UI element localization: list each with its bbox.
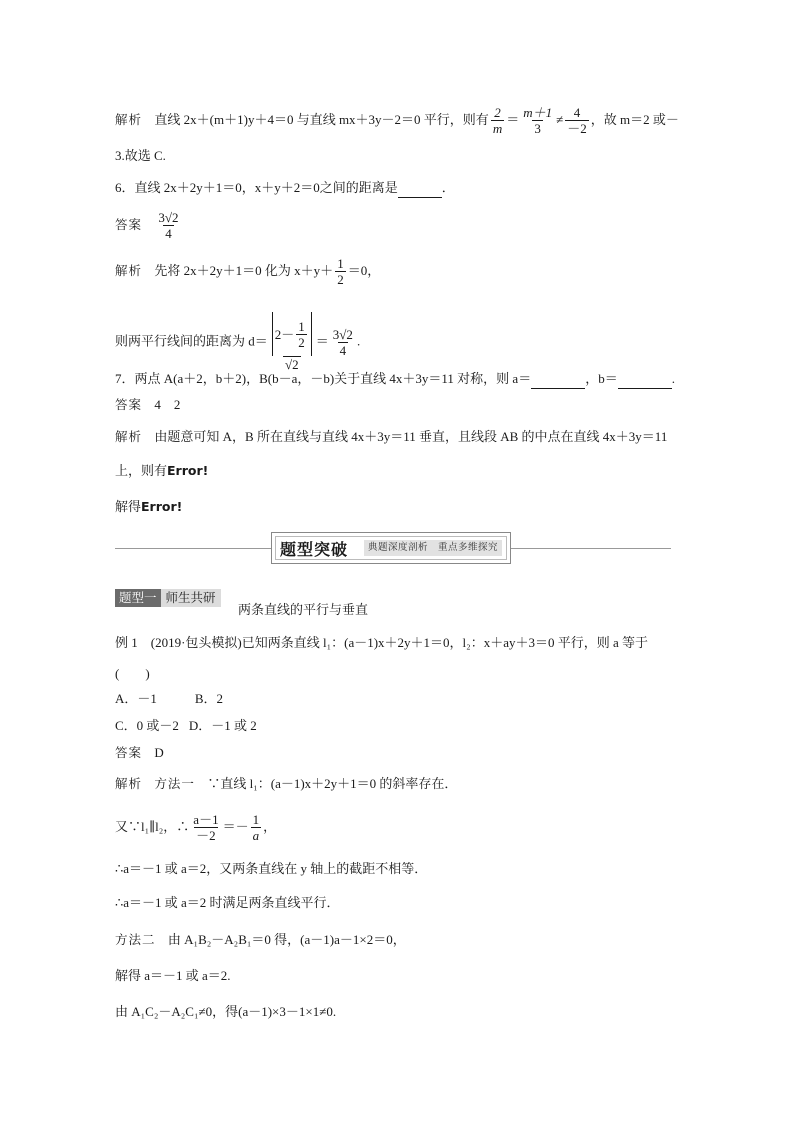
analysis-label: 解析 bbox=[115, 776, 143, 791]
option-d: D．－1 或 2 bbox=[188, 718, 257, 733]
distance-inner: 2－ bbox=[274, 326, 295, 342]
analysis-text: ＝0， bbox=[347, 263, 381, 278]
divider-right bbox=[511, 548, 671, 549]
analysis-text: 解得 bbox=[115, 499, 142, 514]
answer-line bbox=[115, 206, 183, 244]
method-one-line bbox=[115, 808, 276, 846]
analysis-text: 由题意可知 A，B 所在直线与直线 4x＋3y＝11 垂直，且线段 AB 的中点在直线 4x＋3y＝11 bbox=[154, 429, 668, 444]
question-end: . bbox=[671, 371, 675, 386]
option-c: C．0 或－2 bbox=[115, 718, 179, 733]
answer-blank-a bbox=[531, 374, 585, 389]
example-stem: 例 1 (2019·包头模拟)已知两条直线 l₁：(a－1)x＋2y＋1＝0，l₂：x＋ay＋3＝0 平行，则 a 等于 bbox=[115, 635, 648, 650]
method-two-line: 由 A₁C₂－A₂C₁≠0，得(a－1)×3－1×1≠0. bbox=[115, 1004, 337, 1019]
analysis-text: 直线 2x＋(m＋1)y＋4＝0 与直线 mx＋3y－2＝0 平行，则有 bbox=[154, 112, 489, 127]
option-a: A．－1 bbox=[115, 691, 157, 706]
answer-label: 答案 bbox=[115, 397, 143, 412]
method-one-line: ∴a＝－1 或 a＝2，又两条直线在 y 轴上的截距不相等． bbox=[115, 861, 428, 876]
analysis-text: 上，则有 bbox=[115, 463, 168, 478]
fraction: $\frac{1}{2}$ bbox=[337, 256, 344, 287]
method-two-line bbox=[115, 930, 406, 951]
fraction: $\frac{4}{-2}$ bbox=[567, 105, 587, 136]
fraction: $\frac{m+1}{3}$ bbox=[523, 105, 553, 136]
fraction: $\frac{a-1}{-2}$ bbox=[193, 812, 219, 843]
question-text: ，b＝ bbox=[585, 371, 618, 386]
question-text: 7．两点 A(a＋2，b＋2)，B(b－a，－b)关于直线 4x＋3y＝11 对称，则 a＝ bbox=[115, 371, 532, 386]
answer-label: 答案 bbox=[115, 745, 143, 760]
distance-line: 则两平行线间的距离为 d＝ 2－ $\frac{1}{2}$ √2 ＝ $\frac{3√2}{4}$ . bbox=[115, 312, 360, 362]
method-two-label: 方法二 bbox=[115, 932, 156, 947]
topic-tag-mode: 师生共研 bbox=[161, 589, 221, 607]
period: . bbox=[356, 333, 361, 349]
options-row-2 bbox=[115, 716, 257, 736]
equals-sign: ＝ bbox=[506, 112, 520, 127]
answer-blank-b bbox=[618, 374, 672, 389]
answer-fraction: $\frac{3√2}{4}$ bbox=[158, 210, 179, 241]
analysis-line bbox=[115, 461, 208, 481]
analysis-line-2: 3.故选 C. bbox=[115, 148, 166, 163]
divider-left bbox=[115, 548, 271, 549]
question-7 bbox=[115, 369, 675, 389]
fraction: $\frac{2}{m}$ bbox=[492, 105, 503, 136]
question-end: ． bbox=[441, 180, 455, 195]
not-equal-sign: ≠ bbox=[556, 112, 564, 127]
question-6 bbox=[115, 178, 455, 198]
analysis-label: 解析 bbox=[115, 112, 143, 127]
analysis-text: 由 A₁B₂－A₂B₁＝0 得，(a－1)a－1×2＝0， bbox=[167, 932, 406, 947]
banner-subtitle: 典题深度剖析 重点多维探究 bbox=[364, 540, 502, 556]
option-b: B．2 bbox=[194, 691, 224, 706]
analysis-text: 先将 2x＋2y＋1＝0 化为 x＋y＋ bbox=[154, 263, 334, 278]
section-banner bbox=[271, 532, 511, 564]
distance-fraction: 2－ $\frac{1}{2}$ √2 bbox=[270, 312, 314, 372]
answer-value: 4 2 bbox=[154, 397, 181, 412]
example-paren: ( ) bbox=[115, 666, 150, 681]
analysis-text: ＝－ bbox=[222, 819, 249, 834]
analysis-text: 又∵l₁∥l₂，∴ bbox=[115, 819, 190, 834]
topic-tag bbox=[115, 589, 221, 607]
method-two-line: 解得 a＝－1 或 a＝2. bbox=[115, 968, 231, 983]
analysis-text: ，故 m＝2 或－ bbox=[590, 112, 679, 127]
answer-value: D bbox=[154, 745, 164, 760]
topic-heading: 两条直线的平行与垂直 bbox=[238, 603, 369, 618]
analysis-line-1 bbox=[115, 102, 679, 138]
answer-blank bbox=[398, 183, 442, 198]
half-fraction: $\frac{1}{2}$ bbox=[298, 318, 305, 350]
method-one-line: ∴a＝－1 或 a＝2 时满足两条直线平行． bbox=[115, 895, 340, 910]
fraction: $\frac{1}{a}$ bbox=[252, 812, 260, 843]
error-text: Error! bbox=[141, 499, 183, 514]
result-fraction: $\frac{3√2}{4}$ bbox=[332, 326, 353, 358]
method-one-label: 方法一 bbox=[154, 776, 195, 791]
question-text: 6．直线 2x＋2y＋1＝0，x＋y＋2＝0之间的距离是 bbox=[115, 180, 398, 195]
analysis-text: ， bbox=[263, 819, 277, 834]
method-one-line bbox=[115, 774, 457, 795]
analysis-line bbox=[115, 254, 380, 288]
banner-title: 题型突破 bbox=[280, 540, 349, 559]
answer-line bbox=[115, 743, 164, 764]
analysis-line bbox=[115, 497, 182, 517]
distance-text: 则两平行线间的距离为 d＝ bbox=[115, 333, 268, 349]
answer-line bbox=[115, 395, 180, 416]
analysis-text: ∵直线 l₁：(a－1)x＋2y＋1＝0 的斜率存在． bbox=[207, 776, 458, 791]
analysis-label: 解析 bbox=[115, 263, 143, 278]
analysis-label: 解析 bbox=[115, 429, 143, 444]
error-text: Error! bbox=[167, 463, 209, 478]
answer-label: 答案 bbox=[115, 217, 143, 232]
analysis-line bbox=[115, 427, 667, 448]
topic-tag-number: 题型一 bbox=[115, 589, 161, 607]
options-row-1 bbox=[115, 689, 223, 709]
